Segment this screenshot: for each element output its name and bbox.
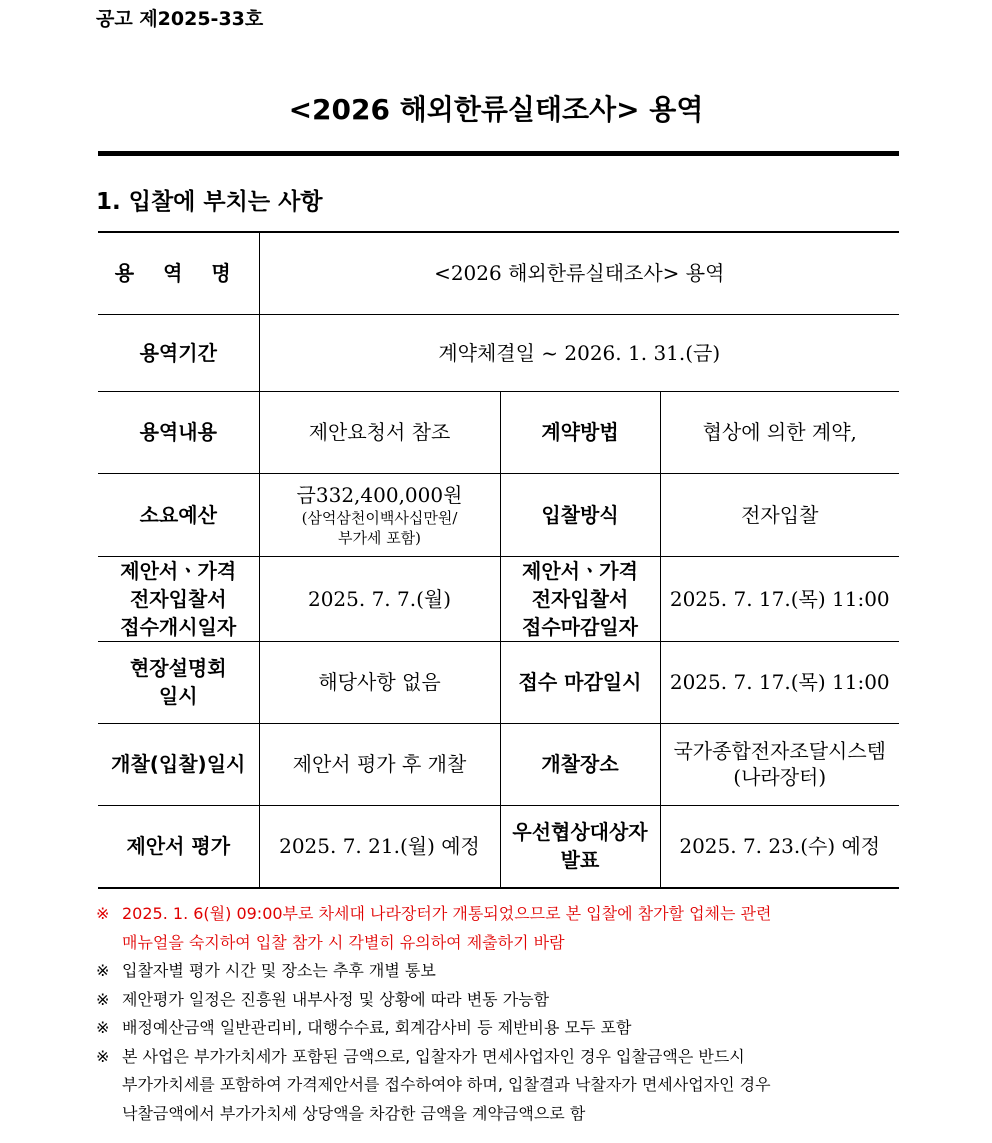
opening-place-label: 개찰장소 — [500, 723, 660, 805]
bid-info-table — [98, 231, 899, 889]
reference-mark: ※ — [96, 961, 110, 980]
table-row — [98, 805, 899, 888]
open-date-label: 제안서ㆍ가격 전자입찰서 접수개시일자 — [98, 556, 259, 641]
list-item — [96, 1043, 901, 1129]
note-text: 매뉴얼을 숙지하여 입찰 참가 시 각별히 유의하여 제출하기 바람 — [122, 932, 565, 952]
opening-value: 제안서 평가 후 개찰 — [259, 723, 500, 805]
note-text: 제안평가 일정은 진흥원 내부사정 및 상황에 따라 변동 가능함 — [122, 989, 550, 1009]
notice-number: 공고 제2025-33호 — [96, 8, 264, 30]
close-date-value: 2025. 7. 17.(목) 11:00 — [660, 556, 899, 641]
priority-label: 우선협상대상자 발표 — [500, 805, 660, 888]
service-name-value: <2026 해외한류실태조사> 용역 — [259, 232, 899, 314]
priority-value: 2025. 7. 23.(수) 예정 — [660, 805, 899, 888]
deadline-value: 2025. 7. 17.(목) 11:00 — [660, 641, 899, 723]
content-value: 제안요청서 참조 — [259, 391, 500, 473]
reference-mark: ※ — [96, 904, 110, 923]
table-row — [98, 391, 899, 473]
reference-mark: ※ — [96, 1018, 110, 1037]
title-divider — [98, 151, 899, 156]
document-title: <2026 해외한류실태조사> 용역 — [288, 93, 704, 126]
bid-method-label: 입찰방식 — [500, 473, 660, 556]
note-text: 2025. 1. 6(월) 09:00부로 차세대 나라장터가 개통되었으므로 본 입찰에 참가할 업체는 관련 — [122, 904, 772, 923]
reference-mark: ※ — [96, 1046, 110, 1066]
briefing-label: 현장설명회 일시 — [98, 641, 259, 723]
list-item — [96, 1014, 901, 1043]
period-label: 용역기간 — [98, 314, 259, 391]
notes-list — [96, 900, 901, 1128]
budget-note-line2: 부가세 포함) — [337, 528, 422, 547]
list-item — [96, 900, 901, 957]
deadline-label: 접수 마감일시 — [500, 641, 660, 723]
evaluation-label: 제안서 평가 — [98, 805, 259, 888]
note-text: 입찰자별 평가 시간 및 장소는 추후 개별 통보 — [122, 961, 436, 980]
table-row — [98, 473, 899, 556]
opening-place-value: 국가종합전자조달시스템 (나라장터) — [660, 723, 899, 805]
table-row — [98, 641, 899, 723]
bid-method-value: 전자입찰 — [660, 473, 899, 556]
table-row — [98, 314, 899, 391]
list-item — [96, 957, 901, 986]
note-text: 낙찰금액에서 부가가치세 상당액을 차감한 금액을 계약금액으로 함 — [122, 1103, 586, 1123]
reference-mark: ※ — [96, 989, 110, 1009]
evaluation-value: 2025. 7. 21.(월) 예정 — [259, 805, 500, 888]
period-value: 계약체결일 ~ 2026. 1. 31.(금) — [259, 314, 899, 391]
content-label: 용역내용 — [98, 391, 259, 473]
service-name-label: 용 역 명 — [98, 232, 259, 314]
contract-method-value: 협상에 의한 계약, — [660, 391, 899, 473]
table-row — [98, 232, 899, 314]
close-date-label: 제안서ㆍ가격 전자입찰서 접수마감일자 — [500, 556, 660, 641]
budget-value: 금332,400,000원 — [296, 482, 463, 507]
budget-note-line1: (삼억삼천이백사십만원/ — [301, 508, 458, 527]
section-heading: 1. 입찰에 부치는 사항 — [96, 189, 323, 215]
contract-method-label: 계약방법 — [500, 391, 660, 473]
list-item — [96, 986, 901, 1015]
note-text: 부가가치세를 포함하여 가격제안서를 접수하여야 하며, 입찰결과 낙찰자가 면세사업자인 경우 — [122, 1075, 771, 1094]
opening-label: 개찰(입찰)일시 — [98, 723, 259, 805]
budget-cell — [259, 473, 500, 556]
table-row — [98, 556, 899, 641]
open-date-value: 2025. 7. 7.(월) — [259, 556, 500, 641]
note-text: 배정예산금액 일반관리비, 대행수수료, 회계감사비 등 제반비용 모두 포함 — [122, 1018, 632, 1037]
briefing-value: 해당사항 없음 — [259, 641, 500, 723]
table-row — [98, 723, 899, 805]
budget-label: 소요예산 — [98, 473, 259, 556]
note-text: 본 사업은 부가가치세가 포함된 금액으로, 입찰자가 면세사업자인 경우 입찰금액은 반드시 — [122, 1046, 745, 1066]
